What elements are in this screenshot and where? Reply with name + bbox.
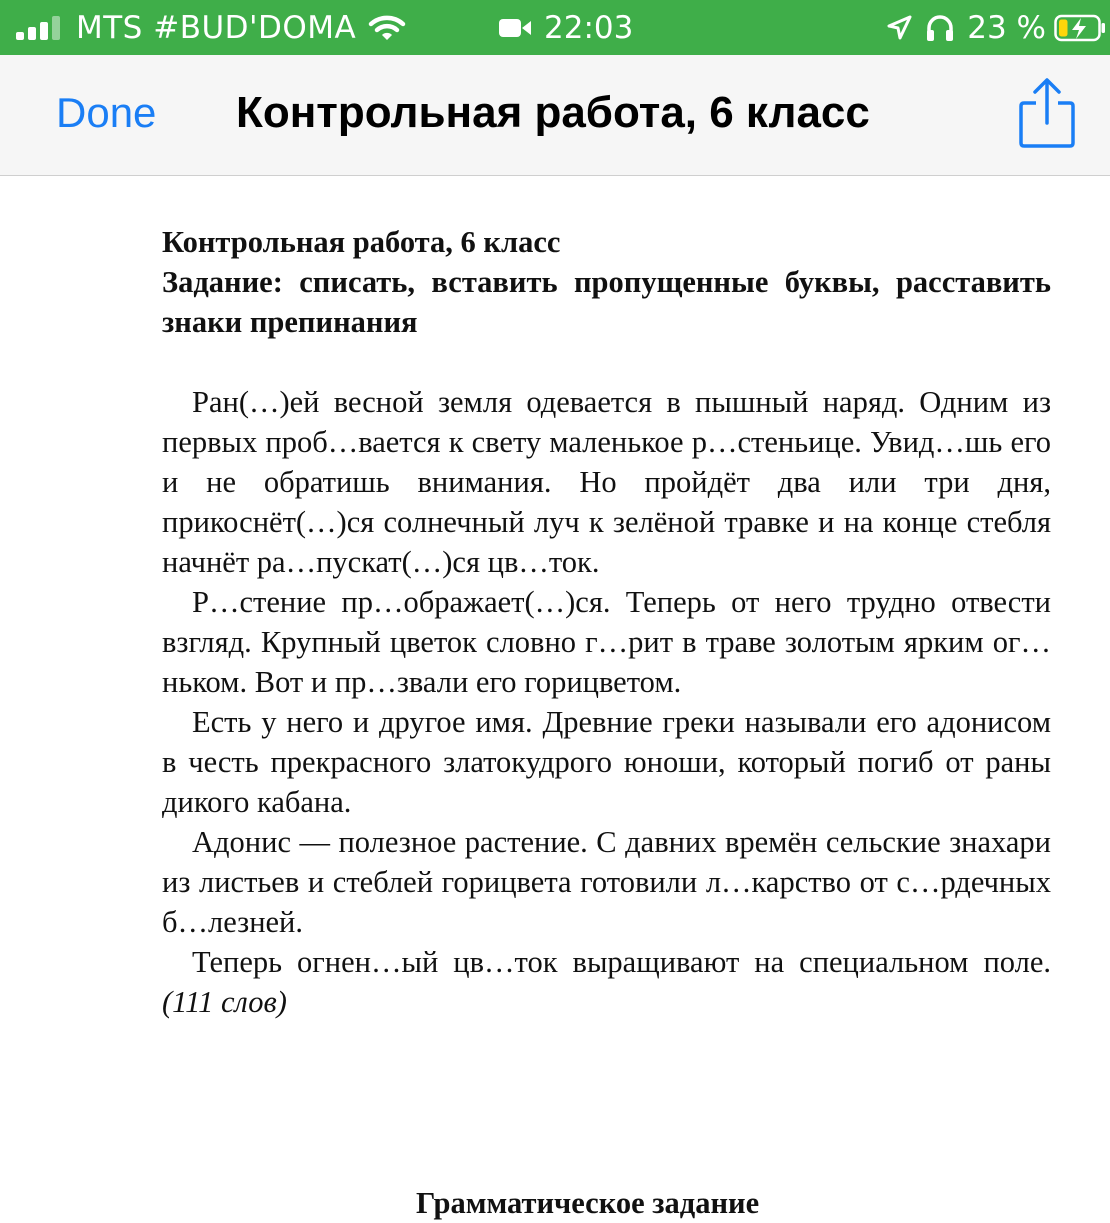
word-count: (111 слов) (162, 985, 287, 1019)
paragraph: Ран(…)ей весной земля одевается в пышный наряд. Одним из первых проб…вается к свету маленькое р…стеньице. Увид…шь его и не обратишь внимания. Но пройдёт два или три дня, прикоснёт(…)ся солнечный луч к зелёной травке и на конце стебля начнёт ра…пускат(…)ся цв…ток. (162, 385, 1051, 579)
paragraph: Адонис — полезное растение. С давних времён сельские знахари из листьев и стеблей горицвета готовили л…карство от с…рдечных б…лезней. (162, 825, 1051, 939)
document-task: Задание: списать, вставить пропущенные буквы, расставить знаки препинания (162, 265, 1051, 339)
signal-icon (16, 16, 64, 40)
battery-charging-icon (1054, 14, 1106, 42)
next-section-heading: Грамматическое задание (416, 1186, 760, 1220)
carrier-name: MTS #BUD'DOMA (76, 10, 357, 46)
document-page (162, 222, 1051, 1022)
status-left (16, 9, 406, 47)
share-icon[interactable] (1016, 77, 1078, 149)
location-icon (885, 14, 913, 42)
page-title: Контрольная работа, 6 класс (236, 88, 870, 137)
headphones-icon (925, 14, 955, 42)
status-bar (0, 0, 1110, 55)
camera-icon (498, 17, 532, 39)
done-button[interactable]: Done (56, 89, 157, 136)
nav-bar (0, 55, 1110, 176)
wifi-icon (368, 14, 406, 42)
status-time: 22:03 (544, 10, 634, 46)
battery-percent: 23 % (967, 10, 1046, 46)
status-right (885, 9, 1106, 47)
status-center (498, 9, 633, 47)
paragraph-text: Теперь огнен…ый цв…ток выращивают на специальном поле. (192, 945, 1051, 979)
document-heading: Контрольная работа, 6 класс (162, 225, 561, 259)
paragraph-last (162, 942, 1051, 1022)
spacer (162, 342, 1051, 382)
paragraph: Есть у него и другое имя. Древние греки называли его адонисом в честь прекрасного златокудрого юноши, который погиб от раны дикого кабана. (162, 705, 1051, 819)
paragraph: Р…стение пр…ображает(…)ся. Теперь от него трудно отвести взгляд. Крупный цветок словно г…рит в траве золотым ярким ог…ньком. Вот и пр…звали его горицветом. (162, 585, 1051, 699)
